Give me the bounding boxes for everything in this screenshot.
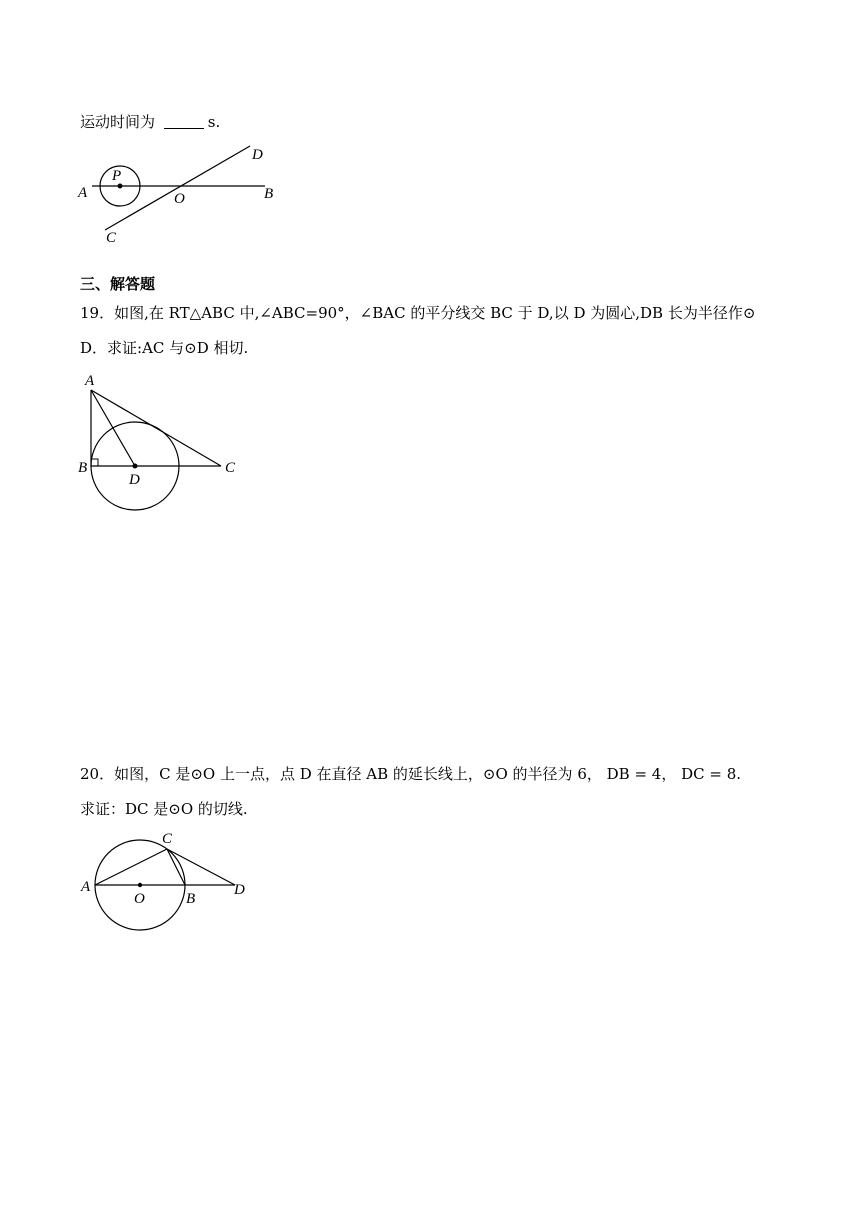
q20-line2: 求证：DC 是⊙O 的切线. [80,800,248,818]
label-O: O [174,191,185,207]
label-B: B [264,186,274,202]
label-C: C [106,230,117,246]
q19-line1: 19．如图,在 RT△ABC 中,∠ABC=90°，∠BAC 的平分线交 BC 于 D,以 D 为圆心,DB 长为半径作⊙ [80,304,756,322]
label-B: B [186,891,196,907]
q19-line2: D．求证:AC 与⊙D 相切. [80,339,249,357]
figure-right-triangle-circle [75,370,245,515]
label-C: C [225,460,236,476]
q20-line1: 20．如图，C 是⊙O 上一点，点 D 在直径 AB 的延长线上，⊙O 的半径为 6， DB = 4， DC = 8. [80,765,742,783]
label-B: B [78,460,88,476]
label-D: D [234,882,245,898]
section-heading: 三、解答题 [80,275,156,293]
figure-circle-p-lines [70,140,290,250]
label-O: O [134,891,145,907]
q18-unit: s. [207,113,221,131]
label-D: D [129,472,140,488]
q18-text: 运动时间为 [80,113,156,131]
label-A: A [78,185,88,201]
label-A: A [85,373,95,389]
label-P: P [112,168,122,184]
answer-blank[interactable] [164,114,204,129]
figure-circle-tangent [75,825,265,940]
label-A: A [81,879,91,895]
q18-answer-line [80,112,220,132]
label-D: D [252,147,263,163]
label-C: C [162,831,173,847]
